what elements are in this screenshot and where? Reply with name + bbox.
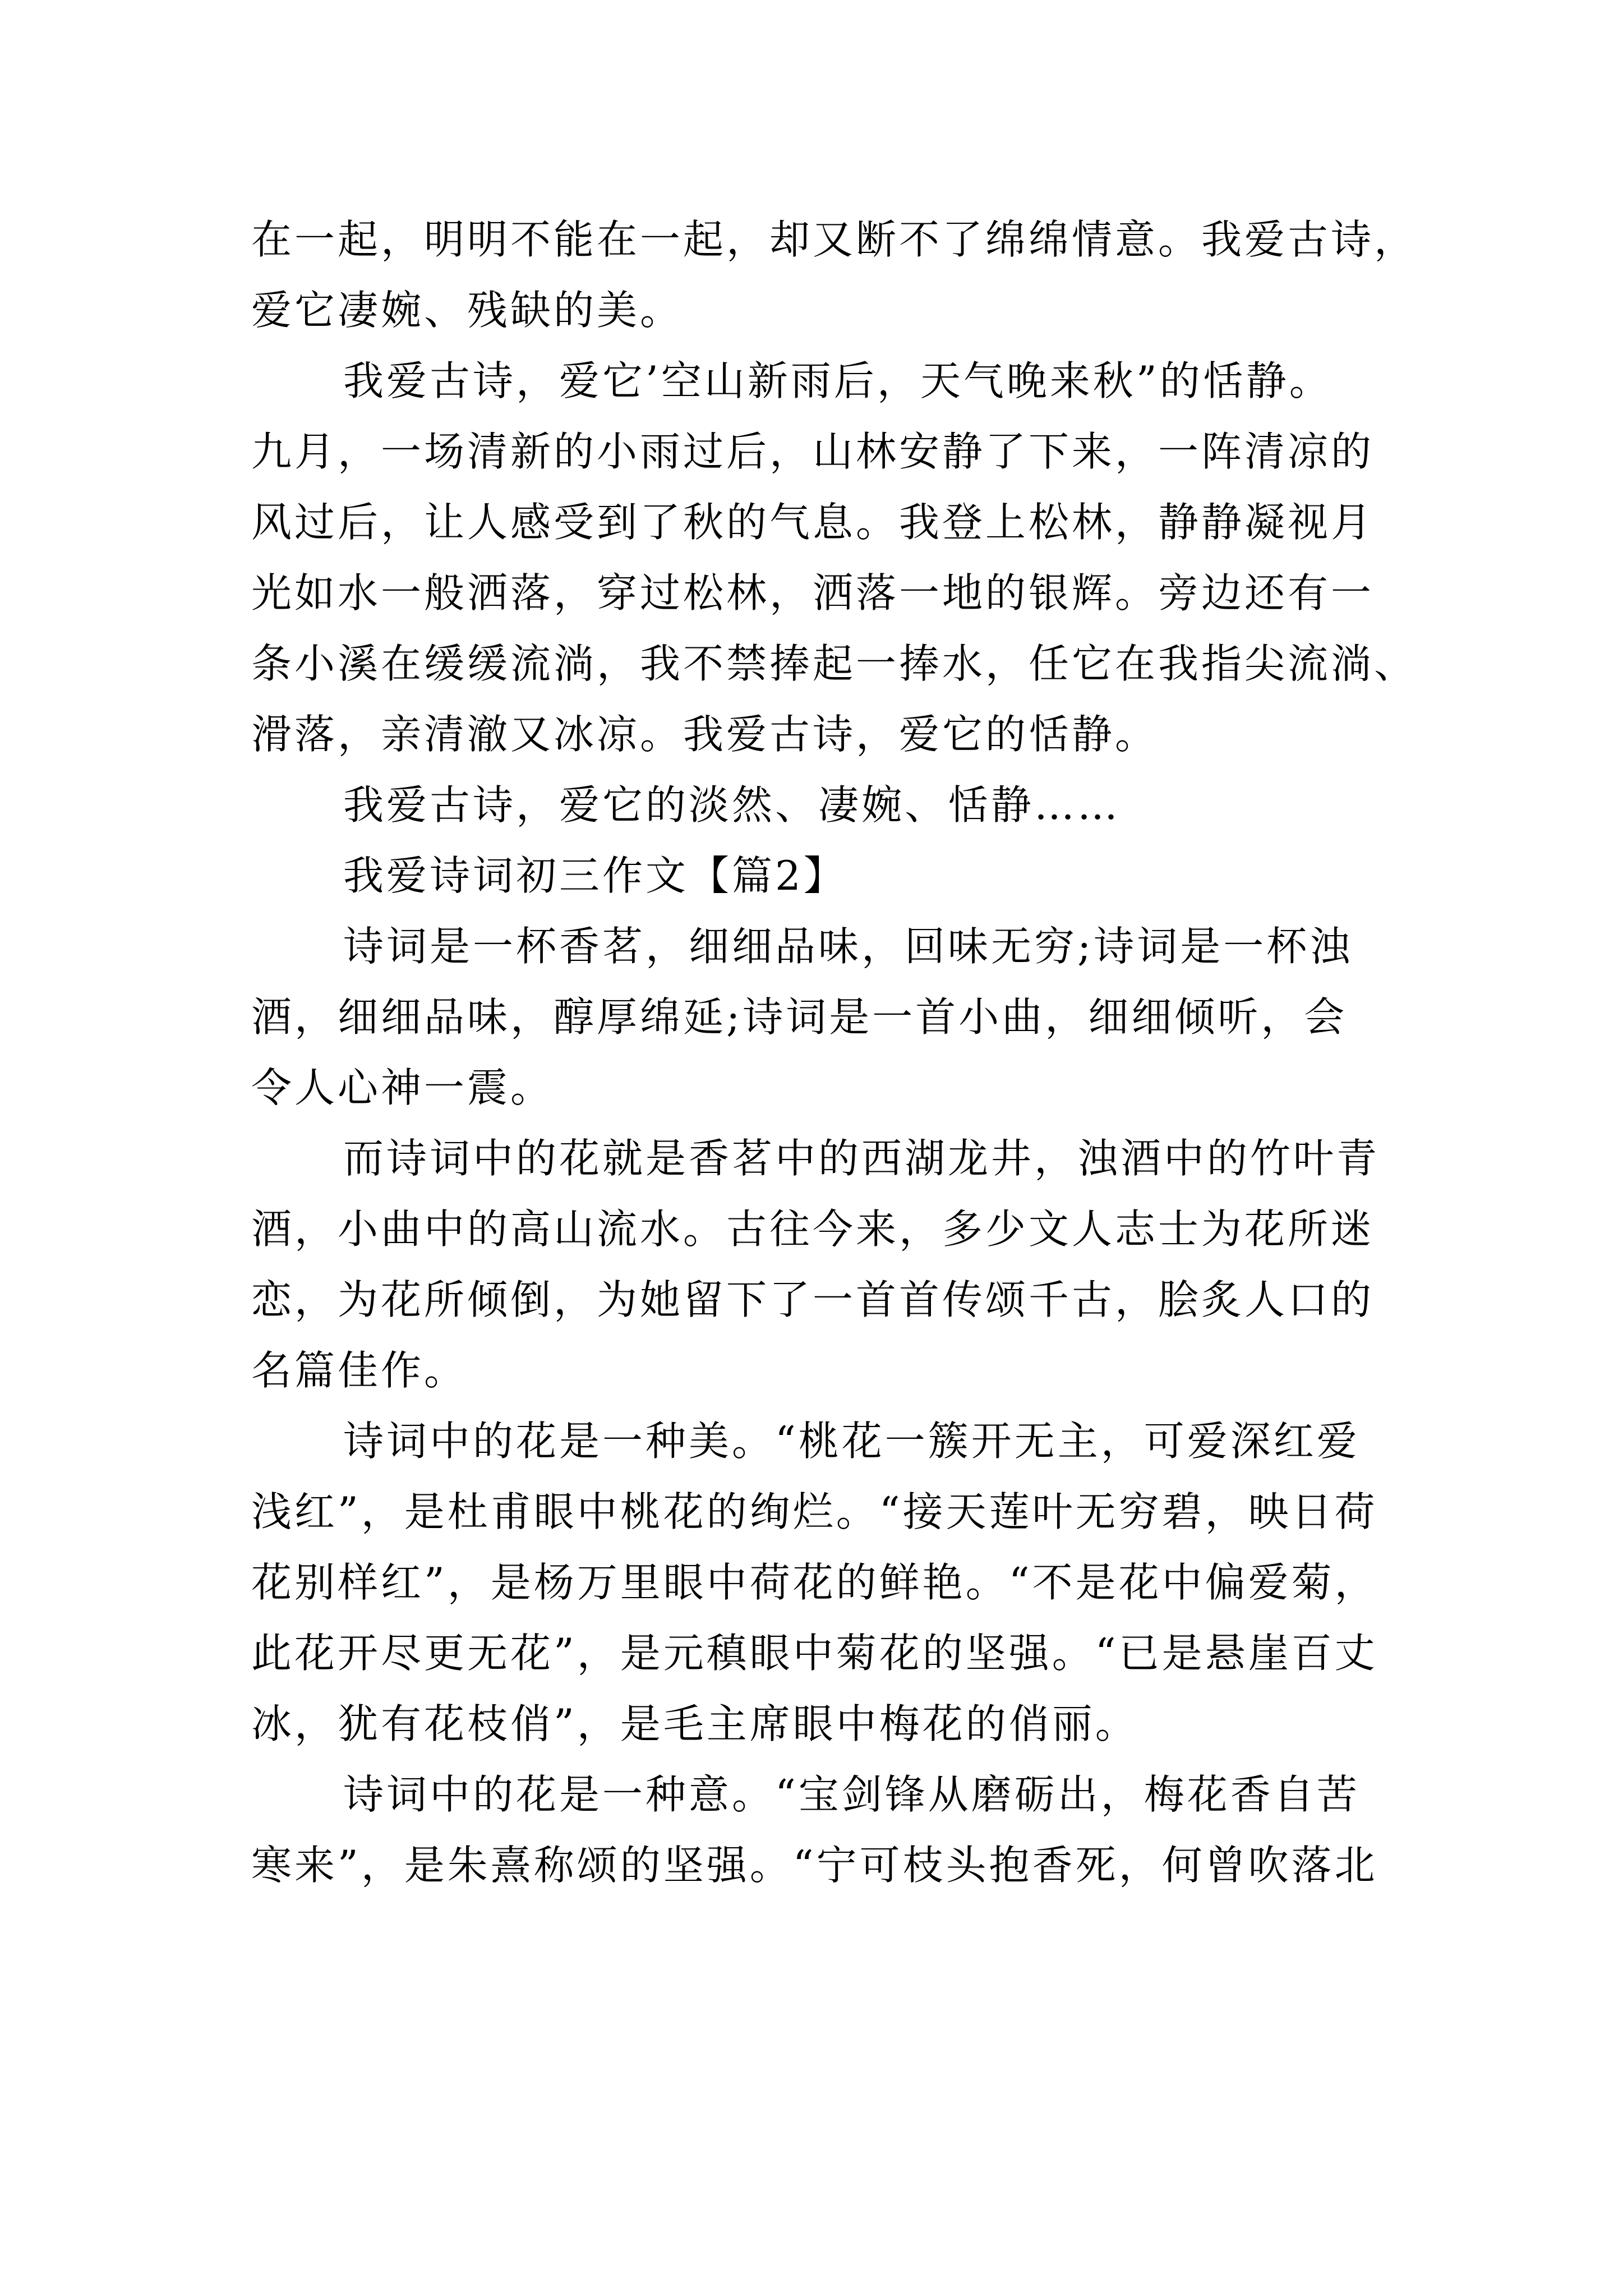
text-line: 条小溪在缓缓流淌，我不禁捧起一捧水，任它在我指尖流淌、 <box>251 640 1418 687</box>
document-body <box>251 204 1418 1901</box>
text-line: 令人心神一震。 <box>251 1064 554 1111</box>
paragraph-2 <box>251 346 1418 770</box>
text-line: 在一起，明明不能在一起，却又断不了绵绵情意。我爱古诗， <box>251 216 1418 263</box>
paragraph-7 <box>251 1406 1395 1759</box>
text-line: 诗词中的花是一种意。“宝剑锋从磨砺出，梅花香自苦 <box>343 1771 1360 1818</box>
text-line: 我爱古诗，爱它’空山新雨后，天气晚来秋”的恬静。 <box>343 357 1332 404</box>
text-line: 而诗词中的花就是香茗中的西湖龙井，浊酒中的竹叶青 <box>343 1135 1380 1182</box>
text-line: 酒，细细品味，醇厚绵延;诗词是一首小曲，细细倾听，会 <box>251 993 1348 1041</box>
text-line: 诗词是一杯香茗，细细品味，回味无穷;诗词是一杯浊 <box>343 923 1353 970</box>
text-line: 寒来”，是朱熹称颂的坚强。“宁可枝头抱香死，何曾吹落北 <box>251 1842 1378 1889</box>
text-line: 诗词中的花是一种美。“桃花一簇开无主，可爱深红爱 <box>343 1418 1360 1465</box>
heading-text: 我爱诗词初三作文【篇2】 <box>343 852 847 899</box>
text-line: 名篇佳作。 <box>251 1347 468 1394</box>
text-line: 恋，为花所倾倒，为她留下了一首首传颂千古，脍炙人口的 <box>251 1276 1375 1323</box>
text-line: 风过后，让人感受到了秋的气息。我登上松林，静静凝视月 <box>251 499 1375 546</box>
text-line: 浅红”，是杜甫眼中桃花的绚烂。“接天莲叶无穷碧，映日荷 <box>251 1488 1378 1535</box>
text-line: 滑落，亲清澈又冰凉。我爱古诗，爱它的恬静。 <box>251 711 1159 758</box>
text-line: 花别样红”，是杨万里眼中荷花的鲜艳。“不是花中偏爱菊， <box>251 1559 1378 1606</box>
paragraph-3 <box>251 770 1395 840</box>
paragraph-8 <box>251 1759 1395 1901</box>
text-line: 光如水一般洒落，穿过松林，洒落一地的银辉。旁边还有一 <box>251 569 1375 616</box>
text-line: 酒，小曲中的高山流水。古往今来，多少文人志士为花所迷 <box>251 1205 1375 1253</box>
text-line: 我爱古诗，爱它的淡然、凄婉、恬静…… <box>343 781 1121 829</box>
section-heading <box>251 840 1395 911</box>
text-line: 九月，一场清新的小雨过后，山林安静了下来，一阵清凉的 <box>251 428 1375 475</box>
text-line: 爱它凄婉、残缺的美。 <box>251 287 684 334</box>
text-line: 冰，犹有花枝俏”，是毛主席眼中梅花的俏丽。 <box>251 1700 1138 1747</box>
paragraph-5 <box>251 911 1395 1123</box>
paragraph-1 <box>251 204 1418 346</box>
paragraph-6 <box>251 1123 1395 1406</box>
text-line: 此花开尽更无花”，是元稹眼中菊花的坚强。“已是悬崖百丈 <box>251 1630 1378 1677</box>
